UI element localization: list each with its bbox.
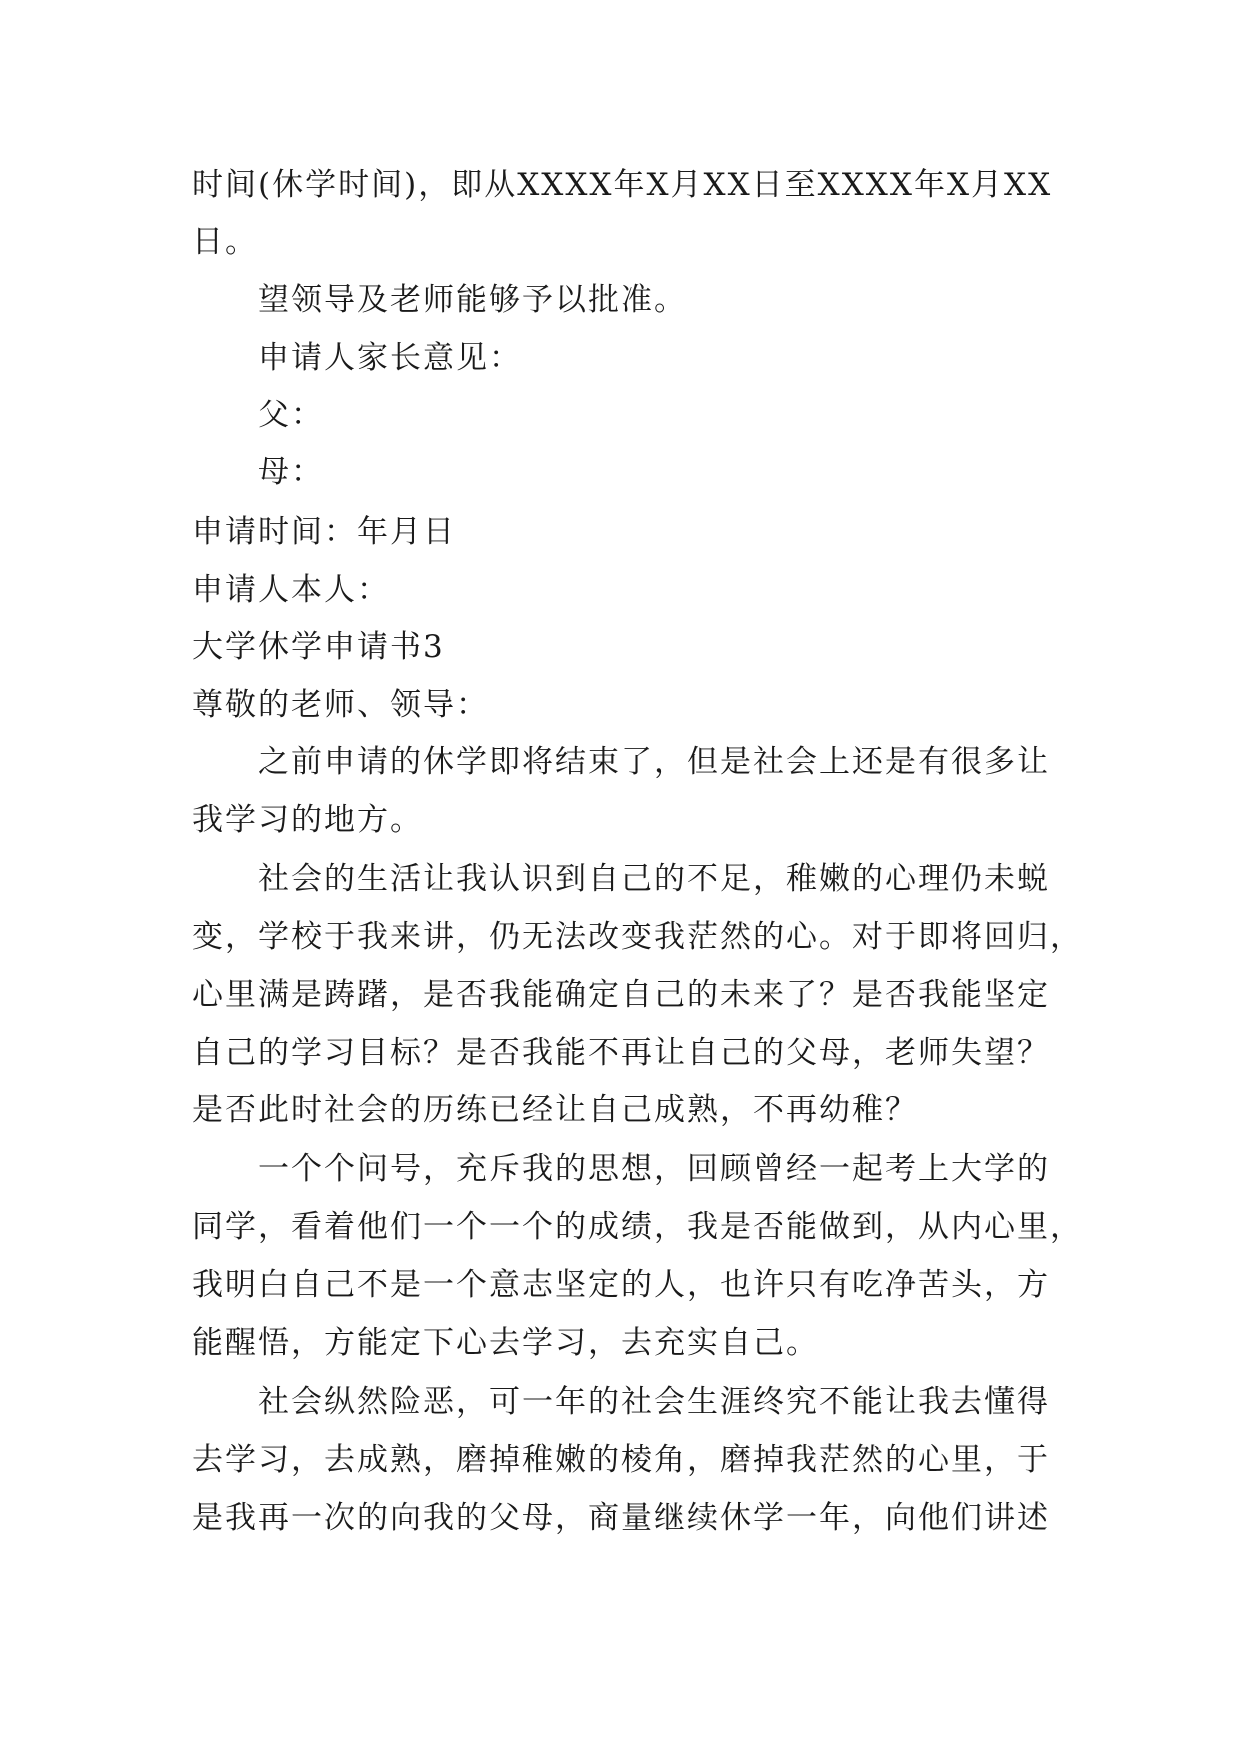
text-line: 去学习，去成熟，磨掉稚嫩的棱角，磨掉我茫然的心里，于 xyxy=(192,1442,1050,1478)
text-line: 社会纵然险恶，可一年的社会生涯终究不能让我去懂得 xyxy=(258,1384,1050,1420)
text-line: 变，学校于我来讲，仍无法改变我茫然的心。对于即将回归， xyxy=(192,919,1083,955)
text-line: 心里满是踌躇，是否我能确定自己的未来了？是否我能坚定 xyxy=(192,977,1050,1013)
text-line: 申请人家长意见： xyxy=(258,340,522,376)
text-line: 能醒悟，方能定下心去学习，去充实自己。 xyxy=(192,1325,819,1361)
text-line: 是我再一次的向我的父母，商量继续休学一年，向他们讲述 xyxy=(192,1500,1050,1536)
text-line: 我学习的地方。 xyxy=(192,802,423,838)
text-line: 之前申请的休学即将结束了，但是社会上还是有很多让 xyxy=(258,744,1050,780)
section-title: 大学休学申请书3 xyxy=(192,629,445,665)
text-line: 父： xyxy=(258,397,324,433)
text-line: 同学，看着他们一个一个的成绩，我是否能做到，从内心里， xyxy=(192,1209,1083,1245)
text-line: 母： xyxy=(258,454,324,490)
text-line: 我明白自己不是一个意志坚定的人，也许只有吃净苦头，方 xyxy=(192,1267,1050,1303)
text-line: 一个个问号，充斥我的思想，回顾曾经一起考上大学的 xyxy=(258,1151,1050,1187)
text-line: 日。 xyxy=(192,224,258,260)
text-line: 申请人本人： xyxy=(192,572,390,608)
text-line: 是否此时社会的历练已经让自己成熟，不再幼稚？ xyxy=(192,1092,918,1128)
text-line: 时间(休学时间)，即从XXXX年X月XX日至XXXX年X月XX xyxy=(192,167,1053,203)
text-line: 望领导及老师能够予以批准。 xyxy=(258,282,687,318)
text-line: 社会的生活让我认识到自己的不足，稚嫩的心理仍未蜕 xyxy=(258,861,1050,897)
text-line: 自己的学习目标？是否我能不再让自己的父母，老师失望？ xyxy=(192,1035,1050,1071)
salutation: 尊敬的老师、领导： xyxy=(192,687,489,723)
text-line: 申请时间：年月日 xyxy=(192,514,456,550)
